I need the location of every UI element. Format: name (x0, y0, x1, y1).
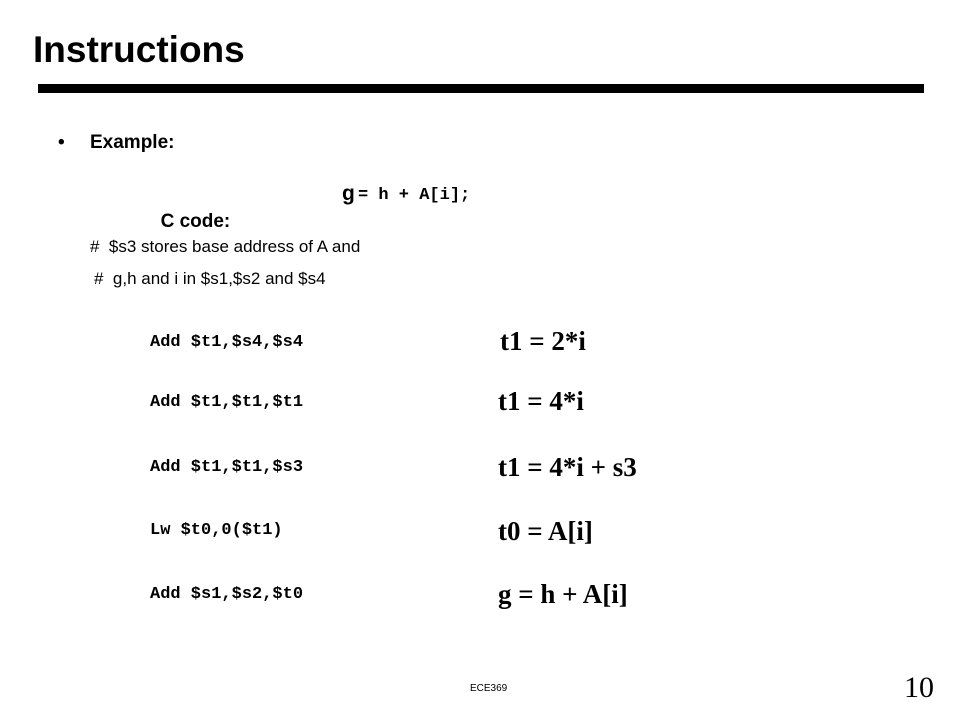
c-code-label: C code: (160, 211, 231, 232)
bullet-icon: • (58, 132, 65, 153)
page-number: 10 (904, 671, 934, 704)
instruction-2: Add $t1,$t1,$t1 (150, 393, 304, 412)
instruction-3: Add $t1,$t1,$s3 (150, 458, 304, 477)
c-code-variable: g (342, 182, 355, 205)
example-bullet (58, 130, 174, 156)
result-5: g = h + A[i] (498, 579, 628, 609)
instruction-4: Lw $t0,0($t1) (150, 521, 283, 540)
c-code-expression: = h + A[i]; (358, 186, 471, 205)
comment-line-2: # g,h and i in $s1,$s2 and $s4 (94, 269, 326, 288)
result-4: t0 = A[i] (498, 516, 593, 546)
instruction-1: Add $t1,$s4,$s4 (150, 333, 304, 352)
footer-course: ECE369 (470, 683, 508, 694)
instruction-5: Add $s1,$s2,$t0 (150, 585, 304, 604)
result-2: t1 = 4*i (498, 386, 584, 416)
slide-title: Instructions (33, 29, 245, 70)
result-3: t1 = 4*i + s3 (498, 452, 637, 482)
result-1: t1 = 2*i (500, 326, 586, 356)
comment-line-1: # $s3 stores base address of A and (90, 237, 361, 256)
title-divider (38, 84, 924, 93)
example-label: Example: (90, 132, 175, 153)
